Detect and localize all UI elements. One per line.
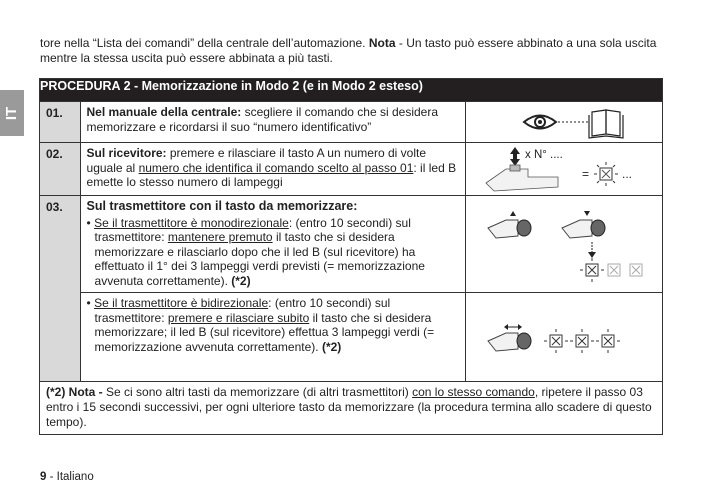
step-number: 01.: [40, 102, 81, 143]
step-number: 03.: [40, 196, 81, 382]
step3-mono-illustration: [465, 196, 662, 293]
step-row-1: [40, 102, 663, 143]
page-number: 9: [40, 471, 47, 483]
press-count-label: x N° ....: [524, 149, 563, 161]
press-button-icon: [486, 165, 558, 191]
hand-release-icon: [562, 211, 605, 238]
bullet-bidirectional: • Se il trasmettitore è bidirezionale: (entro 10 secondi) sul trasmettitore: premere e rilasciare subito il tasto che si desidera memorizzare; il led B (sul ricevitore) effettua 3 lampeggi verdi (= memorizzazione avvenuta correttamente). (*2): [86, 296, 435, 354]
eye-icon: [524, 116, 556, 129]
intro-paragraph: [40, 36, 670, 66]
note-row: [40, 382, 663, 435]
step-body: scegliere il comando che si desidera memorizzare e ricordarsi il suo “numero identificativo”: [86, 105, 439, 134]
updown-arrow-icon: [510, 147, 520, 166]
procedure-title: PROCEDURA 2 - Memorizzazione in Modo 2 (e in Modo 2 esteso): [40, 79, 663, 102]
bullet-heading: Se il trasmettitore è bidirezionale: [94, 296, 269, 310]
procedure-table: [39, 78, 663, 435]
step1-illustration: [465, 102, 662, 143]
language-tab-label: IT: [3, 106, 21, 120]
step3-bi-illustration: [465, 293, 662, 382]
step-row-2: [40, 143, 663, 196]
manual-book-icon: [589, 110, 623, 138]
step-text: [80, 143, 465, 196]
bullet-monodirectional: • Se il trasmettitore è monodirezionale: (entro 10 secondi) sul trasmettitore: mantenere premuto il tasto che si desidera memorizzare e rilasciarlo dopo che il led B (sul ricevitore) ha effettuato il 1° dei 3 lampeggi verdi previsti (= memorizzazione avvenuta correttamente). (*2): [86, 215, 425, 288]
intro-text: tore nella “Lista dei comandi” della centrale dell’automazione.: [40, 36, 369, 50]
step-number: 02.: [40, 143, 81, 196]
step-body-2: : il led B emette lo stesso numero di lampeggi: [86, 160, 457, 189]
step-row-3b: [40, 293, 663, 382]
note-body: Se ci sono altri tasti da memorizzare (di altri trasmettitori): [102, 385, 413, 399]
note-text: [40, 382, 663, 435]
bullet-body-2: il tasto che si desidera memorizzare; il led B (sul ricevitore) effettua 3 lampeggi verdi (= memorizzazione avvenuta correttamente).: [94, 310, 435, 354]
note-label: (*2) Nota -: [46, 385, 103, 399]
led-blink-icon: [580, 258, 642, 282]
step3-title: Sul trasmettitore con il tasto da memorizzare:: [86, 199, 358, 213]
note-underlined: con lo stesso comando: [412, 385, 535, 399]
step-underlined: numero che identifica il comando scelto al passo 01: [138, 160, 414, 175]
intro-nota-label: Nota: [368, 36, 396, 50]
bullet-underlined: mantenere premuto: [167, 230, 273, 244]
step-text: [80, 102, 465, 143]
intro-text-2: - Un tasto può essere abbinato a una sola uscita mentre la stessa uscita può essere abbinata a più tasti.: [40, 36, 657, 65]
step-text: [80, 196, 465, 293]
bullet-underlined: premere e rilasciare subito: [167, 310, 310, 325]
note-reference: (*2): [231, 273, 251, 288]
note-reference: (*2): [321, 339, 342, 354]
led-blink-icon: [544, 329, 620, 353]
language-tab: [0, 90, 24, 136]
page-footer: [40, 471, 94, 483]
hand-press-icon: [488, 211, 531, 238]
ellipsis: ...: [621, 167, 632, 181]
footer-language: - Italiano: [46, 471, 94, 483]
step-bold-label: Nel manuale della centrale:: [86, 105, 242, 119]
step2-illustration: [465, 143, 662, 196]
led-blink-icon: [594, 162, 618, 186]
procedure-header-row: [40, 79, 663, 102]
step-row-3: [40, 196, 663, 293]
equals-sign: =: [581, 167, 589, 181]
bullet-heading: Se il trasmettitore è monodirezionale: [94, 215, 289, 230]
bullet-body: : (entro 10 secondi) sul trasmettitore:: [94, 296, 391, 325]
note-body-2: , ripetere il passo 03 entro i 15 secondi successivi, per ogni ulteriore tasto da memorizzare (la procedura termina allo scadere di questo tempo).: [46, 385, 652, 429]
step-bold-label: Sul ricevitore:: [86, 146, 167, 160]
bullet-body: : (entro 10 secondi) sul trasmettitore:: [94, 215, 411, 244]
hand-press-release-icon: [488, 324, 531, 351]
step-body: premere e rilasciare il tasto A un numero di volte uguale al: [86, 146, 427, 175]
bullet-body-2: il tasto che si desidera memorizzare e rilasciarlo dopo che il led B (sul ricevitore) ha effettuato il 1° dei 3 lampeggi verdi previsti (= memorizzazione avvenuta correttamente).: [94, 230, 425, 288]
arrow-down-icon: [588, 242, 596, 258]
step-text: [80, 293, 465, 382]
